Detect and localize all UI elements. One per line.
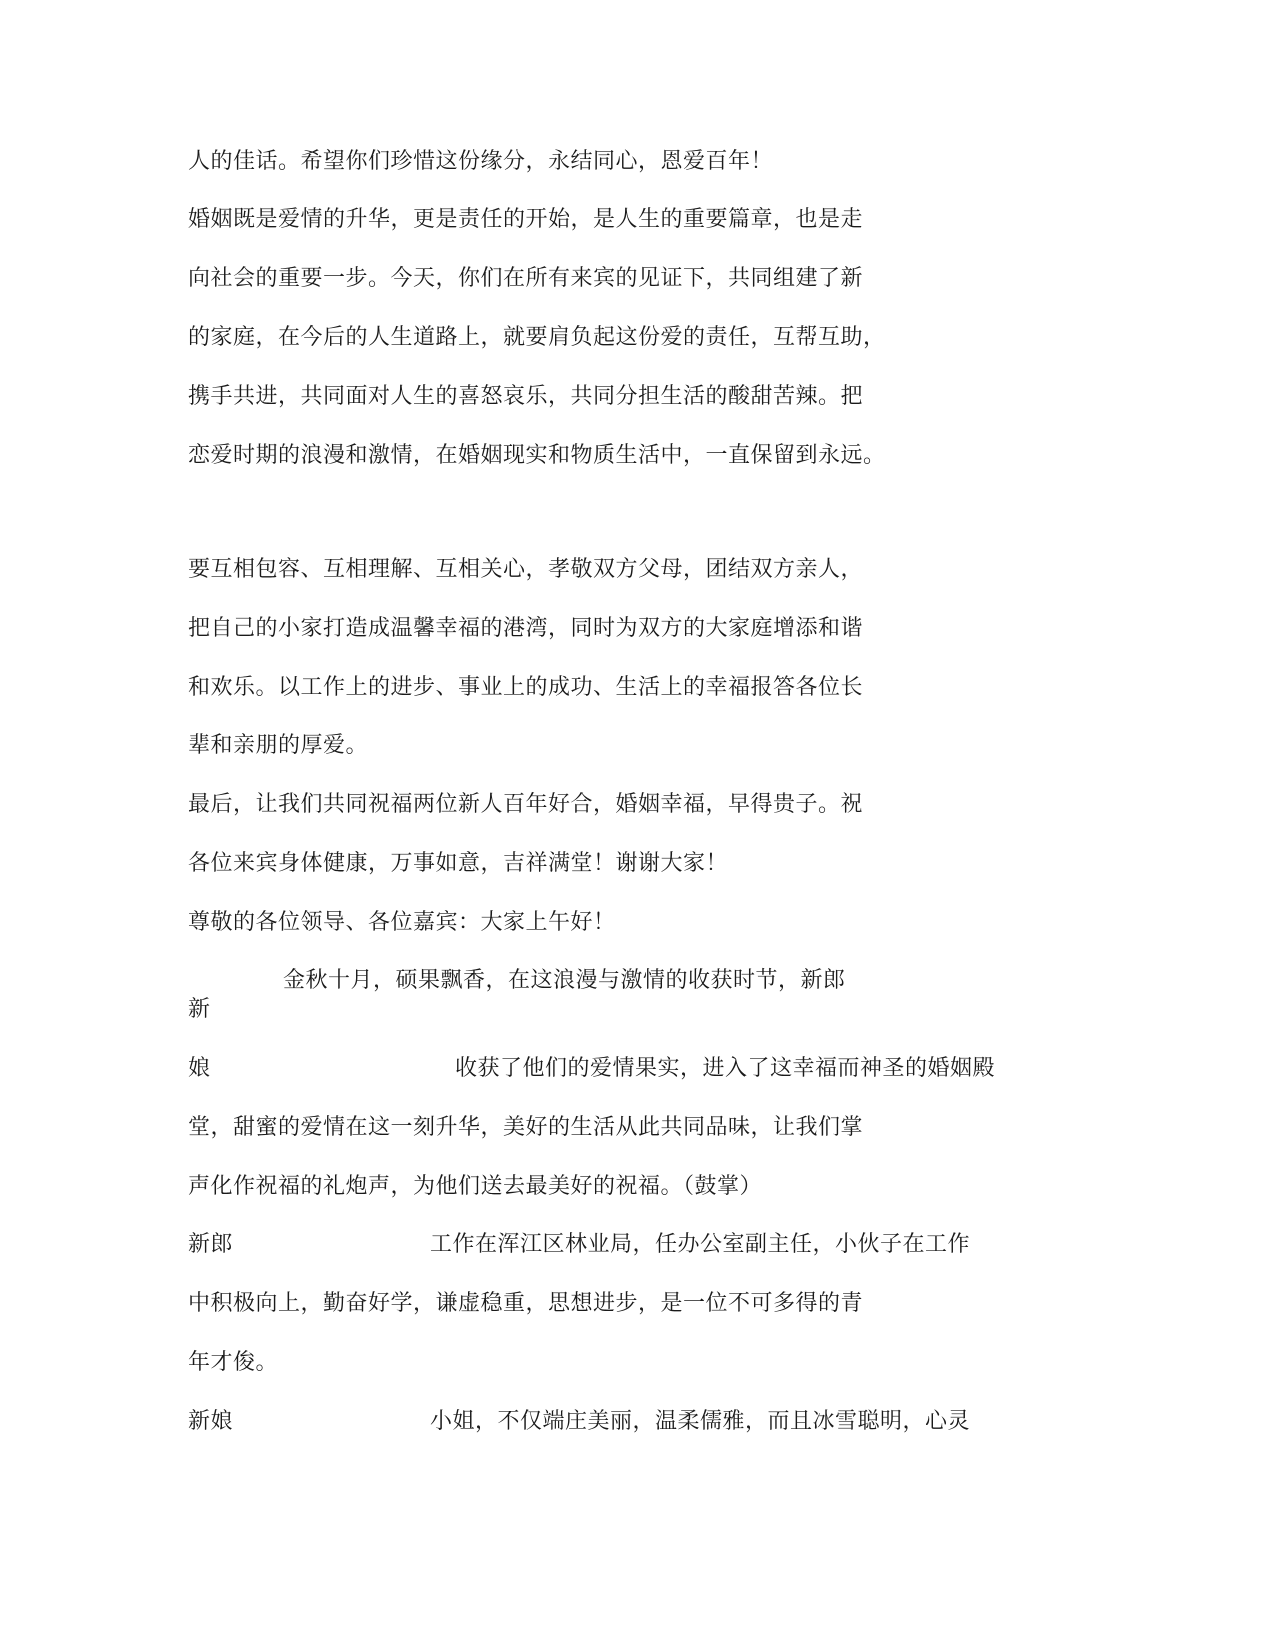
text-line: 声化作祝福的礼炮声，为他们送去最美好的祝福。（鼓掌） (188, 1174, 763, 1199)
text-line: 中积极向上，勤奋好学，谦虚稳重，思想进步，是一位不可多得的青 (188, 1291, 864, 1316)
text-line: 人的佳话。希望你们珍惜这份缘分，永结同心，恩爱百年！ (188, 149, 774, 174)
niang-label: 娘 (188, 1056, 211, 1081)
text-line: 向社会的重要一步。今天，你们在所有来宾的见证下，共同组建了新 (188, 266, 864, 291)
groom-text: 工作在浑江区林业局，任办公室副主任，小伙子在工作 (430, 1232, 971, 1257)
text-line: 恋爱时期的浪漫和激情，在婚姻现实和物质生活中，一直保留到永远。 (188, 443, 886, 468)
text-line: 堂，甜蜜的爱情在这一刻升华，美好的生活从此共同品味，让我们掌 (188, 1115, 864, 1140)
text-line: 婚姻既是爱情的升华，更是责任的开始，是人生的重要篇章，也是走 (188, 207, 864, 232)
text-line: 和欢乐。以工作上的进步、事业上的成功、生活上的幸福报答各位长 (188, 675, 864, 700)
text-line: 辈和亲朋的厚爱。 (188, 733, 369, 758)
groom-label: 新郎 (188, 1232, 234, 1257)
text-line: 年才俊。 (188, 1350, 279, 1375)
text-line: 把自己的小家打造成温馨幸福的港湾，同时为双方的大家庭增添和谐 (188, 616, 864, 641)
niang-text: 收获了他们的爱情果实，进入了这幸福而神圣的婚姻殿 (455, 1056, 996, 1081)
text-line: 尊敬的各位领导、各位嘉宾：大家上午好！ (188, 910, 616, 935)
text-line: 最后，让我们共同祝福两位新人百年好合，婚姻幸福，早得贵子。祝 (188, 792, 864, 817)
bride-text: 小姐，不仅端庄美丽，温柔儒雅，而且冰雪聪明，心灵 (430, 1409, 971, 1434)
text-line: 携手共进，共同面对人生的喜怒哀乐，共同分担生活的酸甜苦辣。把 (188, 384, 864, 409)
text-line: 要互相包容、互相理解、互相关心，孝敬双方父母，团结双方亲人， (188, 557, 864, 582)
text-line: 各位来宾身体健康，万事如意，吉祥满堂！谢谢大家！ (188, 851, 729, 876)
bride-label: 新娘 (188, 1409, 234, 1434)
text-line: 的家庭，在今后的人生道路上，就要肩负起这份爱的责任，互帮互助， (188, 325, 886, 350)
xin-label: 新 (188, 997, 211, 1022)
intro-line: 金秋十月，硕果飘香，在这浪漫与激情的收获时节，新郎 (283, 968, 846, 993)
